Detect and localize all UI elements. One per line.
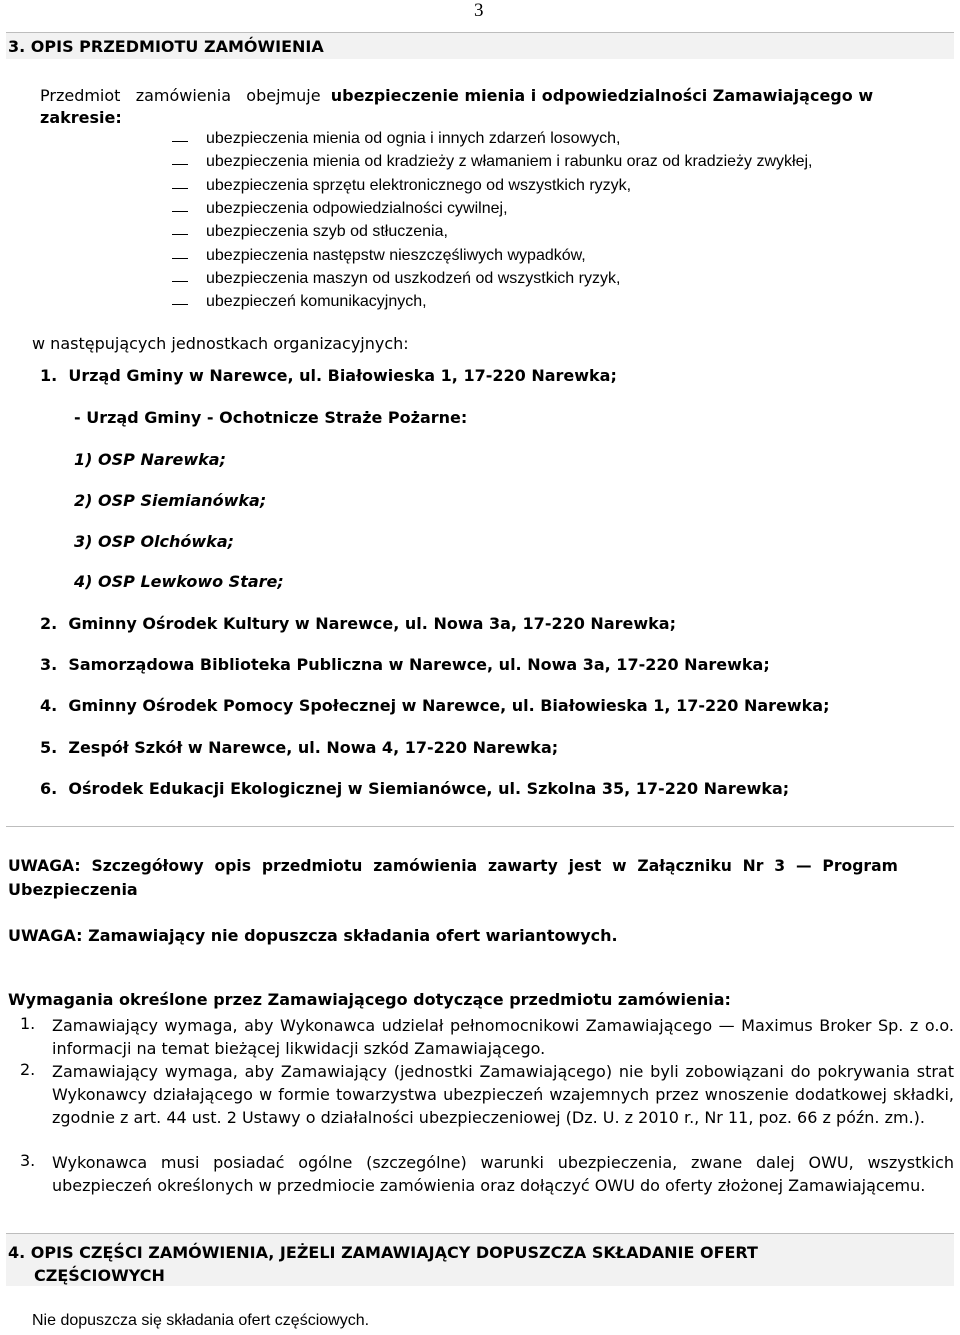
section-3-heading-bar bbox=[6, 32, 954, 59]
dash-bullet-icon bbox=[172, 188, 188, 189]
note-program-cont: Ubezpieczenia bbox=[8, 880, 138, 899]
requirement-text: Zamawiający wymaga, aby Zamawiający (jednostki Zamawiającego) nie byli zobowiązani do pokrywania strat Wykonawcy działającego w formie towarzystwa ubezpieczeń wzajemnych przez wnoszenie dodatkowej składki, zgodnie z art. 44 ust. 2 Ustawy o działalności ubezpieczeniowej (Dz. U. z 2010 r., Nr 11, poz. 66 z późn. zm.). bbox=[52, 1062, 954, 1127]
unit-item: 2. Gminny Ośrodek Kultury w Narewce, ul. Nowa 3a, 17-220 Narewka; bbox=[40, 614, 676, 633]
unit-item: 3. Samorządowa Biblioteka Publiczna w Narewce, ul. Nowa 3a, 17-220 Narewka; bbox=[40, 655, 770, 674]
osp-heading: - Urząd Gminy - Ochotnicze Straże Pożarne: bbox=[74, 408, 468, 427]
requirements-title: Wymagania określone przez Zamawiającego dotyczące przedmiotu zamówienia: bbox=[8, 990, 731, 1009]
scope-item-text: ubezpieczenia mienia od kradzieży z włamaniem i rabunku oraz od kradzieży zwykłej, bbox=[206, 153, 813, 170]
osp-item: 3) OSP Olchówka; bbox=[74, 532, 235, 551]
units-label: w następujących jednostkach organizacyjnych: bbox=[32, 334, 409, 353]
partial-offers-text: Nie dopuszcza się składania ofert częściowych. bbox=[32, 1312, 370, 1329]
dash-bullet-icon bbox=[172, 304, 188, 305]
osp-item: 4) OSP Lewkowo Stare; bbox=[74, 572, 284, 591]
unit-item: 5. Zespół Szkół w Narewce, ul. Nowa 4, 17-220 Narewka; bbox=[40, 738, 559, 757]
unit-item: 1. Urząd Gminy w Narewce, ul. Białowieska 1, 17-220 Narewka; bbox=[40, 366, 617, 385]
dash-bullet-icon bbox=[172, 164, 188, 165]
dash-bullet-icon bbox=[172, 281, 188, 282]
scope-item-text: ubezpieczenia odpowiedzialności cywilnej, bbox=[206, 200, 508, 217]
intro-plain: Przedmiot zamówienia obejmuje bbox=[40, 86, 331, 105]
intro-bold: ubezpieczenie mienia i odpowiedzialności Zamawiającego w zakresie: bbox=[40, 86, 874, 127]
requirement-text: Zamawiający wymaga, aby Wykonawca udzielał pełnomocnikowi Zamawiającego — Maximus Broker Sp. z o.o. informacji na temat bieżącej likwidacji szkód Zamawiającego. bbox=[52, 1016, 954, 1058]
dash-bullet-icon bbox=[172, 234, 188, 235]
section-4-title-line2: CZĘŚCIOWYCH bbox=[34, 1266, 165, 1285]
scope-item-text: ubezpieczenia sprzętu elektronicznego od wszystkich ryzyk, bbox=[206, 177, 632, 194]
scope-item-text: ubezpieczenia szyb od stłuczenia, bbox=[206, 223, 448, 240]
divider bbox=[6, 826, 954, 827]
dash-bullet-icon bbox=[172, 211, 188, 212]
unit-item: 4. Gminny Ośrodek Pomocy Społecznej w Narewce, ul. Białowieska 1, 17-220 Narewka; bbox=[40, 696, 830, 715]
osp-item: 1) OSP Narewka; bbox=[74, 450, 226, 469]
page-number: 3 bbox=[474, 0, 484, 21]
requirement-text: Wykonawca musi posiadać ogólne (szczególne) warunki ubezpieczenia, zwane dalej OWU, wszystkich ubezpieczeń określonych w przedmiocie zamówienia oraz dołączyć OWU do oferty złożonej Zamawiającemu. bbox=[52, 1153, 954, 1195]
requirement-number: 3. bbox=[20, 1151, 36, 1170]
intro-paragraph bbox=[40, 85, 954, 129]
scope-item-text: ubezpieczenia mienia od ognia i innych zdarzeń losowych, bbox=[206, 130, 621, 147]
section-4-title-line1: 4. OPIS CZĘŚCI ZAMÓWIENIA, JEŻELI ZAMAWIAJĄCY DOPUSZCZA SKŁADANIE OFERT bbox=[8, 1243, 758, 1262]
note-program: UWAGA: Szczegółowy opis przedmiotu zamówienia zawarty jest w Załączniku Nr 3 — Program bbox=[8, 857, 898, 875]
scope-item-text: ubezpieczenia następstw nieszczęśliwych wypadków, bbox=[206, 247, 586, 264]
scope-item-text: ubezpieczenia maszyn od uszkodzeń od wszystkich ryzyk, bbox=[206, 270, 621, 287]
osp-item: 2) OSP Siemianówka; bbox=[74, 491, 267, 510]
unit-item: 6. Ośrodek Edukacji Ekologicznej w Siemianówce, ul. Szkolna 35, 17-220 Narewka; bbox=[40, 779, 790, 798]
requirement-number: 2. bbox=[20, 1060, 36, 1079]
note-variants: UWAGA: Zamawiający nie dopuszcza składania ofert wariantowych. bbox=[8, 926, 618, 945]
dash-bullet-icon bbox=[172, 141, 188, 142]
section-4-heading-bar bbox=[6, 1233, 954, 1286]
section-3-title: 3. OPIS PRZEDMIOTU ZAMÓWIENIA bbox=[8, 37, 324, 56]
requirement-number: 1. bbox=[20, 1014, 36, 1033]
dash-bullet-icon bbox=[172, 258, 188, 259]
scope-item-text: ubezpieczeń komunikacyjnych, bbox=[206, 293, 427, 310]
